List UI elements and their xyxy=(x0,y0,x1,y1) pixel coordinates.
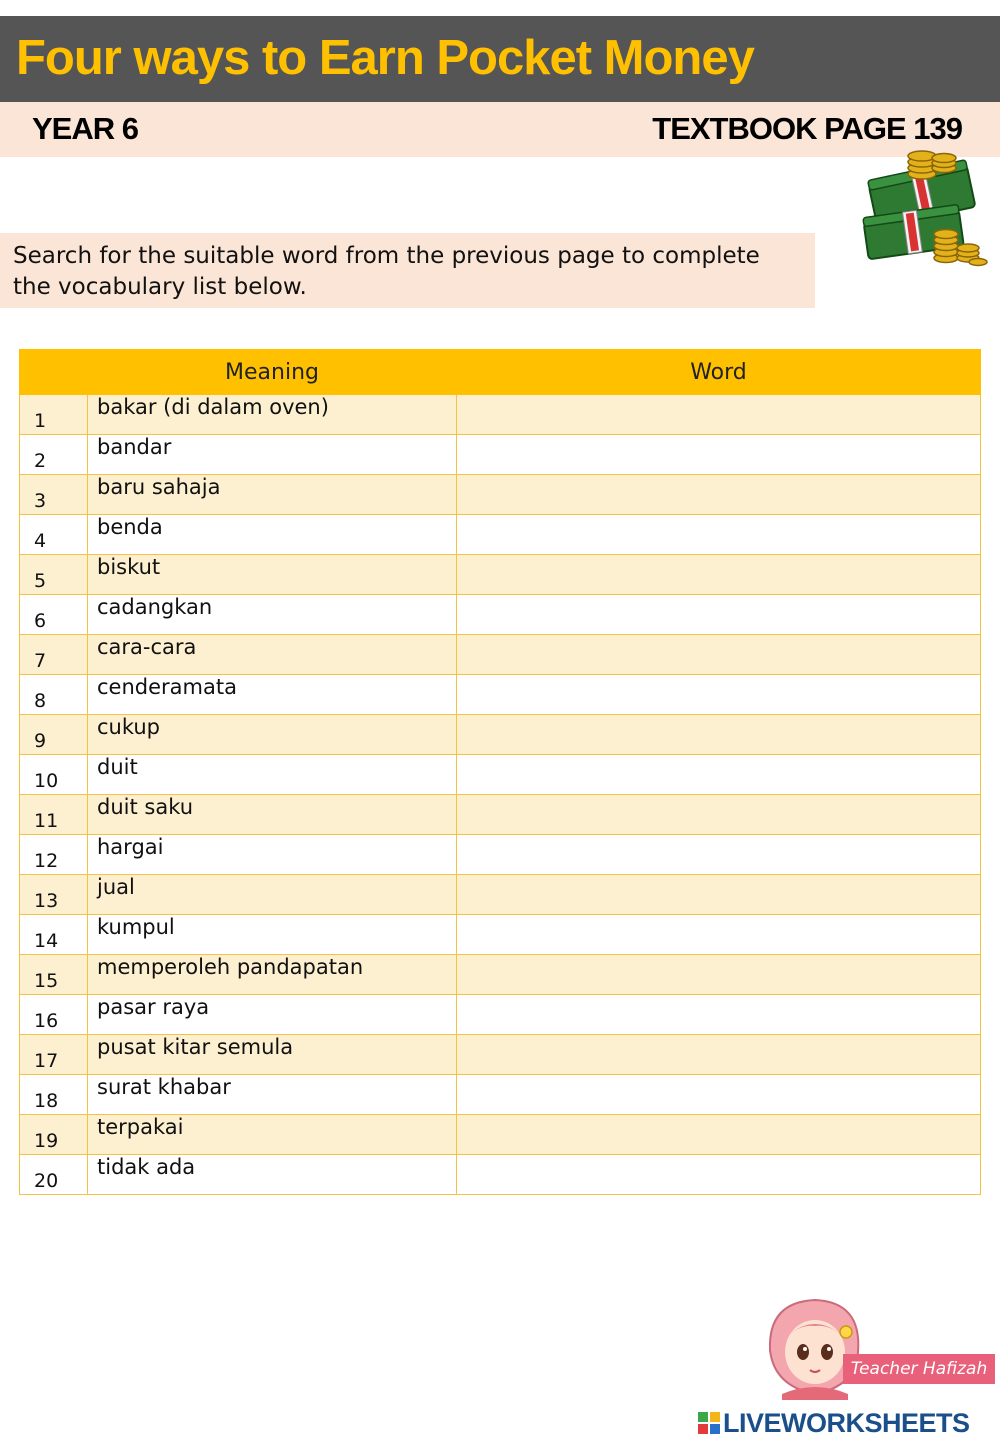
row-number-text: 19 xyxy=(34,1130,59,1152)
meaning-text: baru sahaja xyxy=(97,475,221,499)
table-row xyxy=(20,1155,981,1195)
table-row xyxy=(20,555,981,595)
row-number-text: 7 xyxy=(34,650,47,672)
meaning-text: biskut xyxy=(97,555,161,579)
word-answer-field[interactable] xyxy=(457,1075,981,1115)
meaning-text: cenderamata xyxy=(97,675,237,699)
row-number-text: 3 xyxy=(34,490,47,512)
row-number xyxy=(20,435,88,475)
meaning-text: terpakai xyxy=(97,1115,184,1139)
meaning-cell xyxy=(88,595,457,635)
vocabulary-rows xyxy=(20,395,981,1195)
row-number-text: 9 xyxy=(34,730,47,752)
row-number xyxy=(20,715,88,755)
meaning-cell xyxy=(88,915,457,955)
row-number-text: 4 xyxy=(34,530,47,552)
meaning-text: surat khabar xyxy=(97,1075,231,1099)
meaning-cell xyxy=(88,955,457,995)
meaning-cell xyxy=(88,675,457,715)
meaning-cell xyxy=(88,435,457,475)
row-number xyxy=(20,1075,88,1115)
meaning-text: cadangkan xyxy=(97,595,213,619)
row-number-text: 6 xyxy=(34,610,47,632)
vocabulary-table xyxy=(19,349,981,1195)
meaning-text: bandar xyxy=(97,435,172,459)
meaning-cell xyxy=(88,995,457,1035)
liveworksheets-text: LIVEWORKSHEETS xyxy=(723,1407,970,1438)
word-answer-field[interactable] xyxy=(457,755,981,795)
meaning-cell xyxy=(88,1115,457,1155)
teacher-name-tag: Teacher Hafizah xyxy=(843,1354,995,1384)
row-number xyxy=(20,675,88,715)
row-number xyxy=(20,915,88,955)
word-answer-field[interactable] xyxy=(457,475,981,515)
meaning-text: kumpul xyxy=(97,915,175,939)
row-number xyxy=(20,555,88,595)
meaning-cell xyxy=(88,555,457,595)
table-row xyxy=(20,795,981,835)
row-number-text: 1 xyxy=(34,410,47,432)
row-number xyxy=(20,595,88,635)
year-label: YEAR 6 xyxy=(32,111,138,146)
row-number-text: 15 xyxy=(34,970,59,992)
row-number-text: 10 xyxy=(34,770,59,792)
word-answer-field[interactable] xyxy=(457,1115,981,1155)
row-number xyxy=(20,395,88,435)
row-number-text: 5 xyxy=(34,570,47,592)
row-number-text: 16 xyxy=(34,1010,59,1032)
table-row xyxy=(20,1115,981,1155)
row-number-text: 13 xyxy=(34,890,59,912)
word-answer-field[interactable] xyxy=(457,675,981,715)
word-answer-field[interactable] xyxy=(457,915,981,955)
row-number-text: 11 xyxy=(34,810,59,832)
page-title: Four ways to Earn Pocket Money xyxy=(16,31,754,85)
row-number xyxy=(20,955,88,995)
word-answer-field[interactable] xyxy=(457,515,981,555)
subtitle-bar xyxy=(0,102,1000,157)
row-number xyxy=(20,1115,88,1155)
meaning-text: duit saku xyxy=(97,795,194,819)
meaning-text: pusat kitar semula xyxy=(97,1035,294,1059)
meaning-cell xyxy=(88,715,457,755)
word-answer-field[interactable] xyxy=(457,635,981,675)
title-bar xyxy=(0,16,1000,102)
word-answer-field[interactable] xyxy=(457,555,981,595)
row-number-text: 20 xyxy=(34,1170,59,1192)
meaning-text: duit xyxy=(97,755,138,779)
table-row xyxy=(20,395,981,435)
word-answer-field[interactable] xyxy=(457,1035,981,1075)
row-number xyxy=(20,1155,88,1195)
word-answer-field[interactable] xyxy=(457,1155,981,1195)
textbook-page-label: TEXTBOOK PAGE 139 xyxy=(652,111,962,146)
meaning-cell xyxy=(88,755,457,795)
word-answer-field[interactable] xyxy=(457,435,981,475)
meaning-text: cukup xyxy=(97,715,161,739)
row-number-text: 14 xyxy=(34,930,59,952)
row-number-text: 18 xyxy=(34,1090,59,1112)
liveworksheets-logo-icon xyxy=(698,1412,720,1434)
meaning-text: tidak ada xyxy=(97,1155,196,1179)
meaning-text: cara-cara xyxy=(97,635,197,659)
meaning-cell xyxy=(88,795,457,835)
row-number xyxy=(20,1035,88,1075)
table-row xyxy=(20,475,981,515)
row-number-text: 12 xyxy=(34,850,59,872)
meaning-cell xyxy=(88,835,457,875)
row-number xyxy=(20,795,88,835)
meaning-cell xyxy=(88,635,457,675)
table-row xyxy=(20,1035,981,1075)
table-row xyxy=(20,875,981,915)
table-row xyxy=(20,635,981,675)
row-number xyxy=(20,995,88,1035)
meaning-column-header: Meaning xyxy=(88,350,457,395)
meaning-cell xyxy=(88,875,457,915)
number-column-header xyxy=(20,350,88,395)
meaning-text: memperoleh pandapatan xyxy=(97,955,364,979)
word-answer-field[interactable] xyxy=(457,955,981,995)
word-answer-field[interactable] xyxy=(457,395,981,435)
meaning-text: pasar raya xyxy=(97,995,210,1019)
table-row xyxy=(20,835,981,875)
meaning-cell xyxy=(88,515,457,555)
row-number-text: 2 xyxy=(34,450,47,472)
row-number-text: 8 xyxy=(34,690,47,712)
meaning-cell xyxy=(88,1155,457,1195)
row-number xyxy=(20,475,88,515)
table-row xyxy=(20,1075,981,1115)
row-number xyxy=(20,875,88,915)
instruction-box xyxy=(0,233,815,308)
table-row xyxy=(20,955,981,995)
row-number xyxy=(20,755,88,795)
meaning-cell xyxy=(88,1035,457,1075)
word-column-header: Word xyxy=(457,350,981,395)
table-row xyxy=(20,995,981,1035)
meaning-text: hargai xyxy=(97,835,164,859)
table-row xyxy=(20,675,981,715)
meaning-text: bakar (di dalam oven) xyxy=(97,395,329,419)
word-answer-field[interactable] xyxy=(457,595,981,635)
meaning-cell xyxy=(88,1075,457,1115)
word-answer-field[interactable] xyxy=(457,835,981,875)
meaning-text: benda xyxy=(97,515,163,539)
row-number xyxy=(20,835,88,875)
row-number xyxy=(20,515,88,555)
table-row xyxy=(20,435,981,475)
money-stack-icon xyxy=(860,146,990,268)
row-number-text: 17 xyxy=(34,1050,59,1072)
meaning-cell xyxy=(88,475,457,515)
table-row xyxy=(20,755,981,795)
word-answer-field[interactable] xyxy=(457,795,981,835)
table-row xyxy=(20,915,981,955)
table-row xyxy=(20,595,981,635)
meaning-cell xyxy=(88,395,457,435)
liveworksheets-brand[interactable] xyxy=(698,1408,970,1438)
word-answer-field[interactable] xyxy=(457,995,981,1035)
meaning-text: jual xyxy=(97,875,135,899)
word-answer-field[interactable] xyxy=(457,875,981,915)
table-row xyxy=(20,715,981,755)
table-row xyxy=(20,515,981,555)
instruction-text: Search for the suitable word from the previous page to complete the vocabulary list below. xyxy=(13,243,760,300)
row-number xyxy=(20,635,88,675)
table-header-row xyxy=(20,350,981,395)
word-answer-field[interactable] xyxy=(457,715,981,755)
